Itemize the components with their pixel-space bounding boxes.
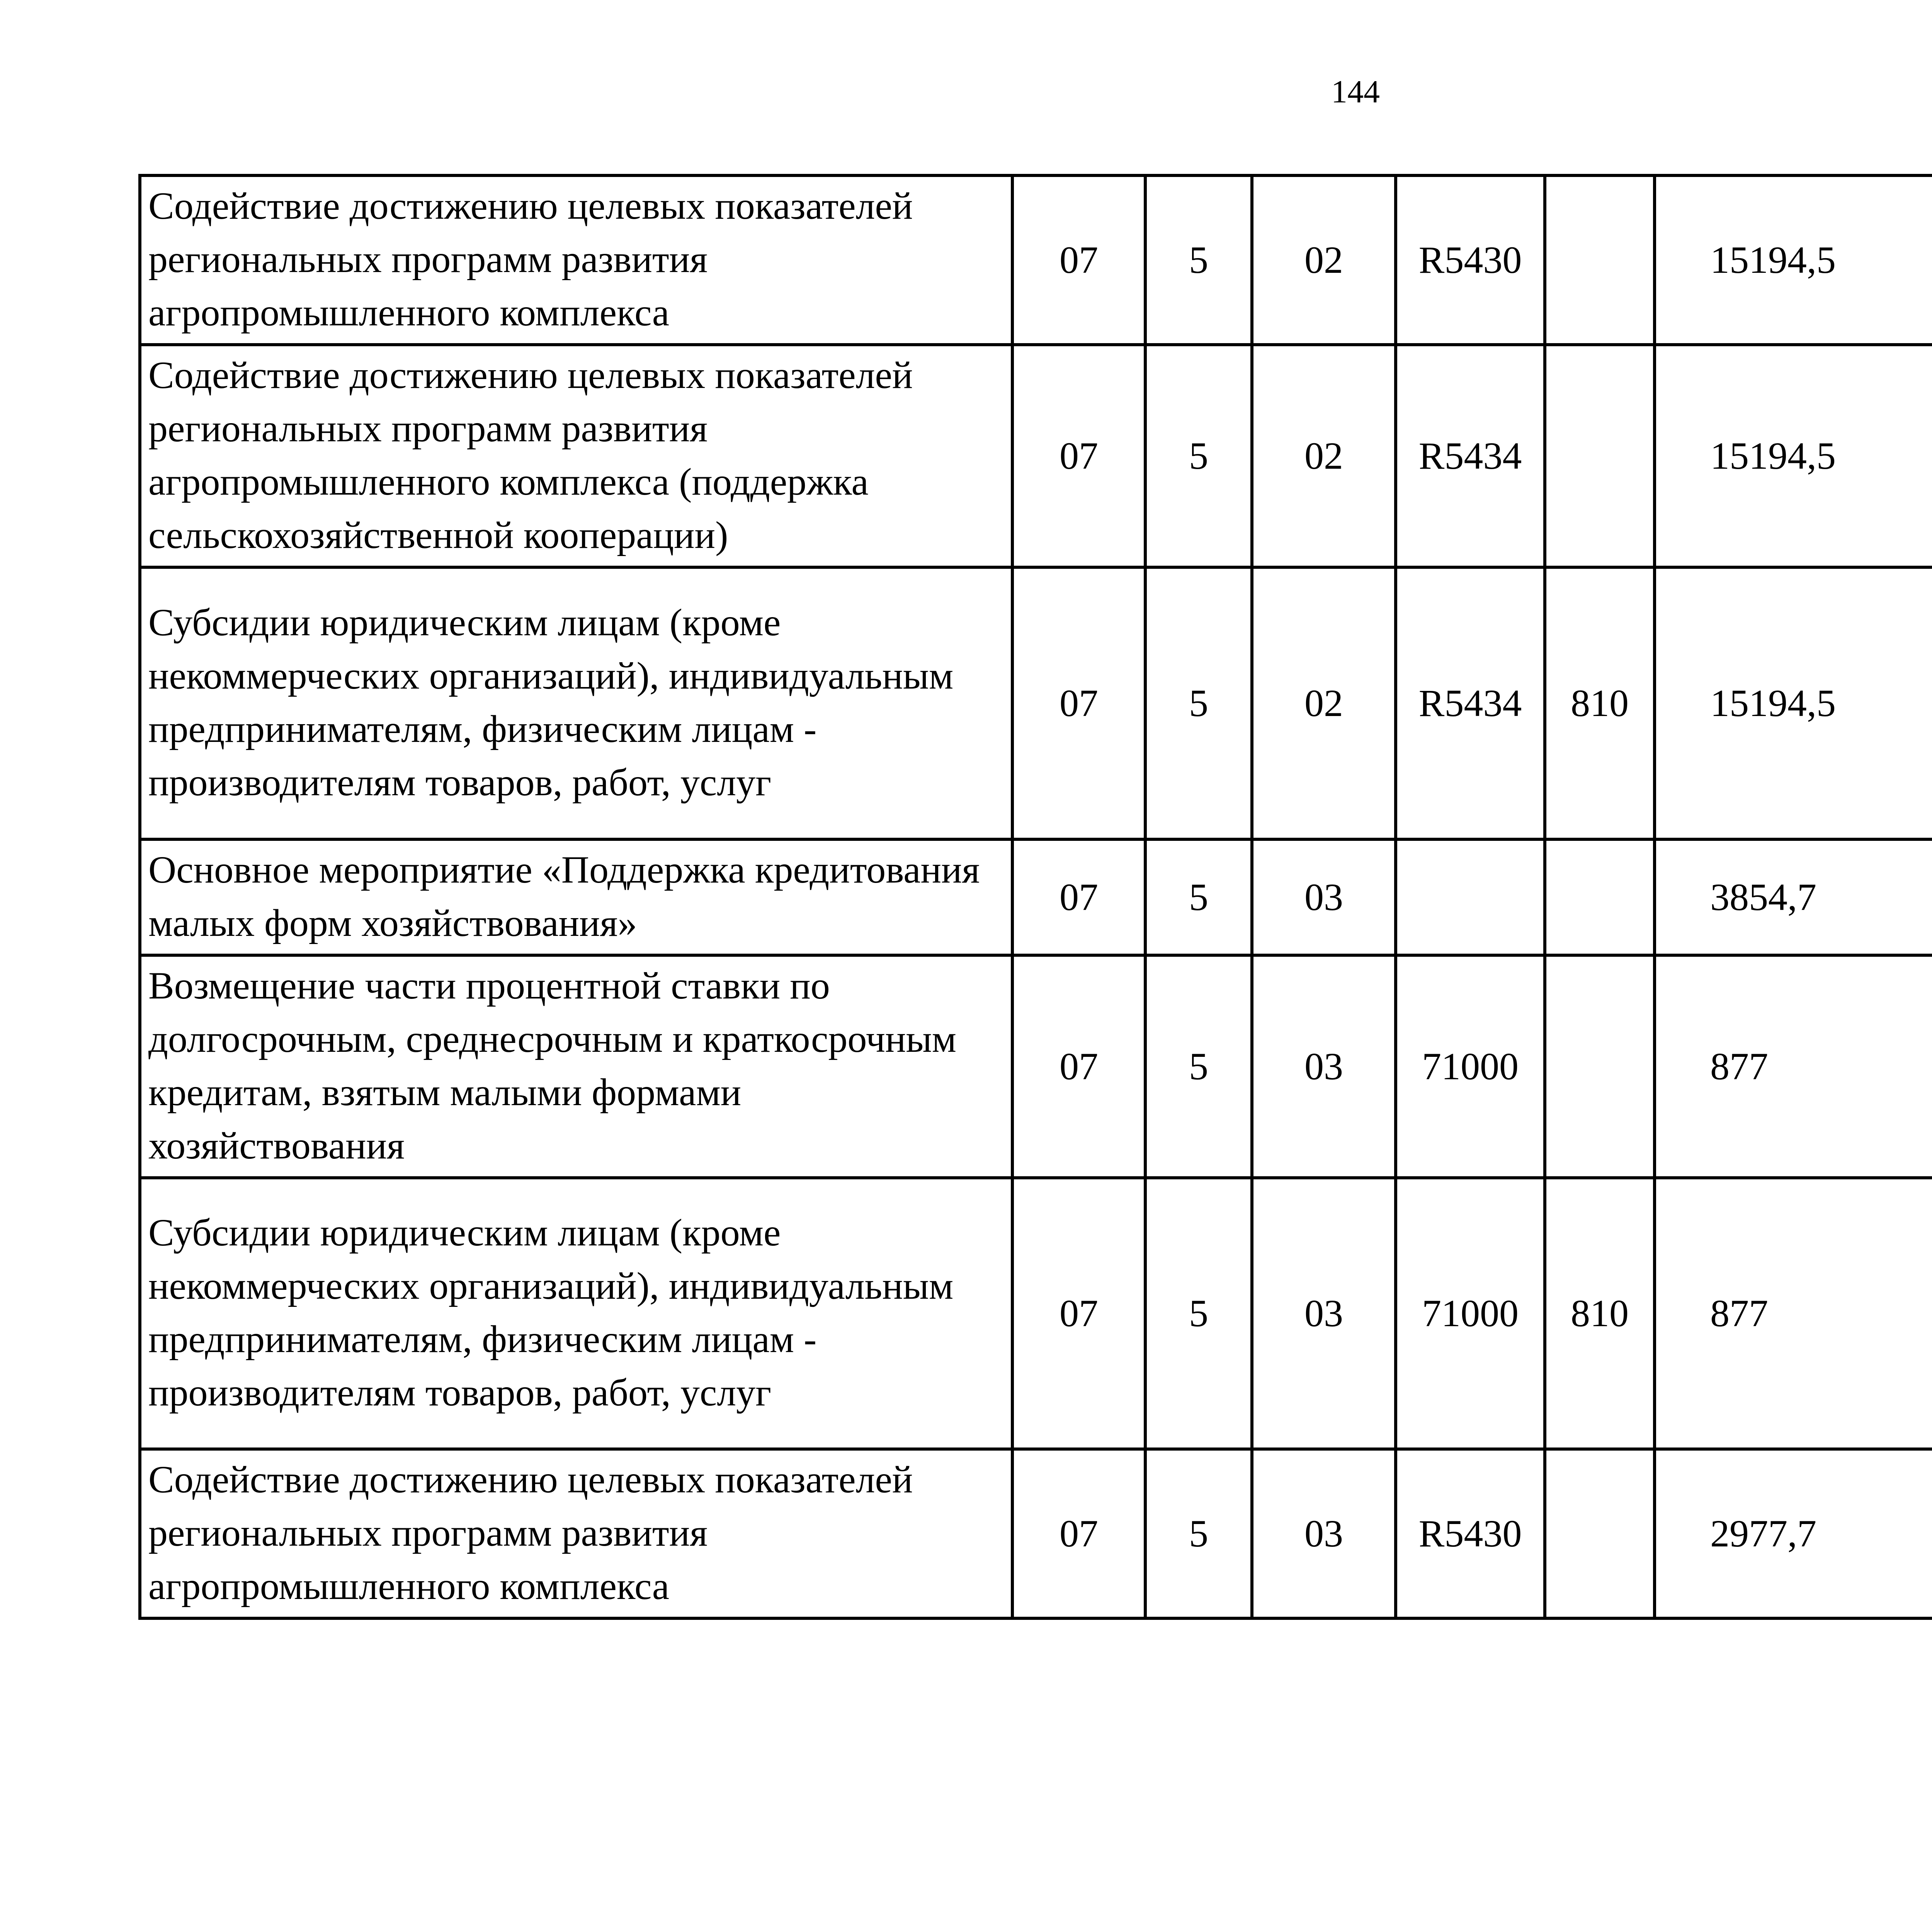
year1-amount-cell: 15194,5 bbox=[1655, 567, 1932, 839]
subprogram-code-cell: 03 bbox=[1252, 1178, 1396, 1449]
year1-amount-cell: 15194,5 bbox=[1655, 345, 1932, 567]
row-name-cell: Содействие достижению целевых показателей региональных программ развития агропромышленного комплекса bbox=[140, 175, 1012, 345]
subprogram-code-cell: 02 bbox=[1252, 345, 1396, 567]
direction-code-cell: 71000 bbox=[1396, 1178, 1545, 1449]
direction-code-cell: R5434 bbox=[1396, 567, 1545, 839]
section-code-cell: 07 bbox=[1012, 955, 1145, 1178]
year1-amount-cell: 2977,7 bbox=[1655, 1449, 1932, 1618]
table-row bbox=[140, 1178, 1932, 1449]
expense-type-cell bbox=[1545, 345, 1655, 567]
year1-amount-cell: 877 bbox=[1655, 955, 1932, 1178]
program-code-cell: 5 bbox=[1145, 345, 1252, 567]
table-row bbox=[140, 345, 1932, 567]
row-name-cell: Содействие достижению целевых показателей региональных программ развития агропромышленного комплекса bbox=[140, 1449, 1012, 1618]
table-row bbox=[140, 839, 1932, 955]
section-code-cell: 07 bbox=[1012, 839, 1145, 955]
subprogram-code-cell: 03 bbox=[1252, 839, 1396, 955]
table-row bbox=[140, 175, 1932, 345]
program-code-cell: 5 bbox=[1145, 955, 1252, 1178]
row-name-cell: Субсидии юридическим лицам (кроме некоммерческих организаций), индивидуальным предпринимателям, физическим лицам - производителям товаров, работ, услуг bbox=[140, 1178, 1012, 1449]
expense-type-cell bbox=[1545, 839, 1655, 955]
expense-type-cell bbox=[1545, 955, 1655, 1178]
table-row bbox=[140, 955, 1932, 1178]
expense-type-cell bbox=[1545, 1449, 1655, 1618]
year1-amount-cell: 15194,5 bbox=[1655, 175, 1932, 345]
direction-code-cell: R5430 bbox=[1396, 175, 1545, 345]
section-code-cell: 07 bbox=[1012, 345, 1145, 567]
direction-code-cell: R5430 bbox=[1396, 1449, 1545, 1618]
row-name-cell: Возмещение части процентной ставки по долгосрочным, среднесрочным и краткосрочным кредитам, взятым малыми формами хозяйствования bbox=[140, 955, 1012, 1178]
section-code-cell: 07 bbox=[1012, 567, 1145, 839]
row-name-cell: Субсидии юридическим лицам (кроме некоммерческих организаций), индивидуальным предпринимателям, физическим лицам - производителям товаров, работ, услуг bbox=[140, 567, 1012, 839]
direction-code-cell: R5434 bbox=[1396, 345, 1545, 567]
section-code-cell: 07 bbox=[1012, 1178, 1145, 1449]
page-number: 144 bbox=[1331, 74, 1380, 110]
program-code-cell: 5 bbox=[1145, 1449, 1252, 1618]
subprogram-code-cell: 03 bbox=[1252, 1449, 1396, 1618]
expense-type-cell: 810 bbox=[1545, 567, 1655, 839]
direction-code-cell bbox=[1396, 839, 1545, 955]
row-name-cell: Основное мероприятие «Поддержка кредитования малых форм хозяйствования» bbox=[140, 839, 1012, 955]
subprogram-code-cell: 03 bbox=[1252, 955, 1396, 1178]
program-code-cell: 5 bbox=[1145, 1178, 1252, 1449]
section-code-cell: 07 bbox=[1012, 175, 1145, 345]
table-row bbox=[140, 1449, 1932, 1618]
program-code-cell: 5 bbox=[1145, 175, 1252, 345]
year1-amount-cell: 3854,7 bbox=[1655, 839, 1932, 955]
budget-table bbox=[138, 174, 1932, 1620]
program-code-cell: 5 bbox=[1145, 567, 1252, 839]
year1-amount-cell: 877 bbox=[1655, 1178, 1932, 1449]
expense-type-cell bbox=[1545, 175, 1655, 345]
section-code-cell: 07 bbox=[1012, 1449, 1145, 1618]
subprogram-code-cell: 02 bbox=[1252, 567, 1396, 839]
direction-code-cell: 71000 bbox=[1396, 955, 1545, 1178]
table-row bbox=[140, 567, 1932, 839]
program-code-cell: 5 bbox=[1145, 839, 1252, 955]
expense-type-cell: 810 bbox=[1545, 1178, 1655, 1449]
row-name-cell: Содействие достижению целевых показателей региональных программ развития агропромышленного комплекса (поддержка сельскохозяйственной кооперации) bbox=[140, 345, 1012, 567]
subprogram-code-cell: 02 bbox=[1252, 175, 1396, 345]
